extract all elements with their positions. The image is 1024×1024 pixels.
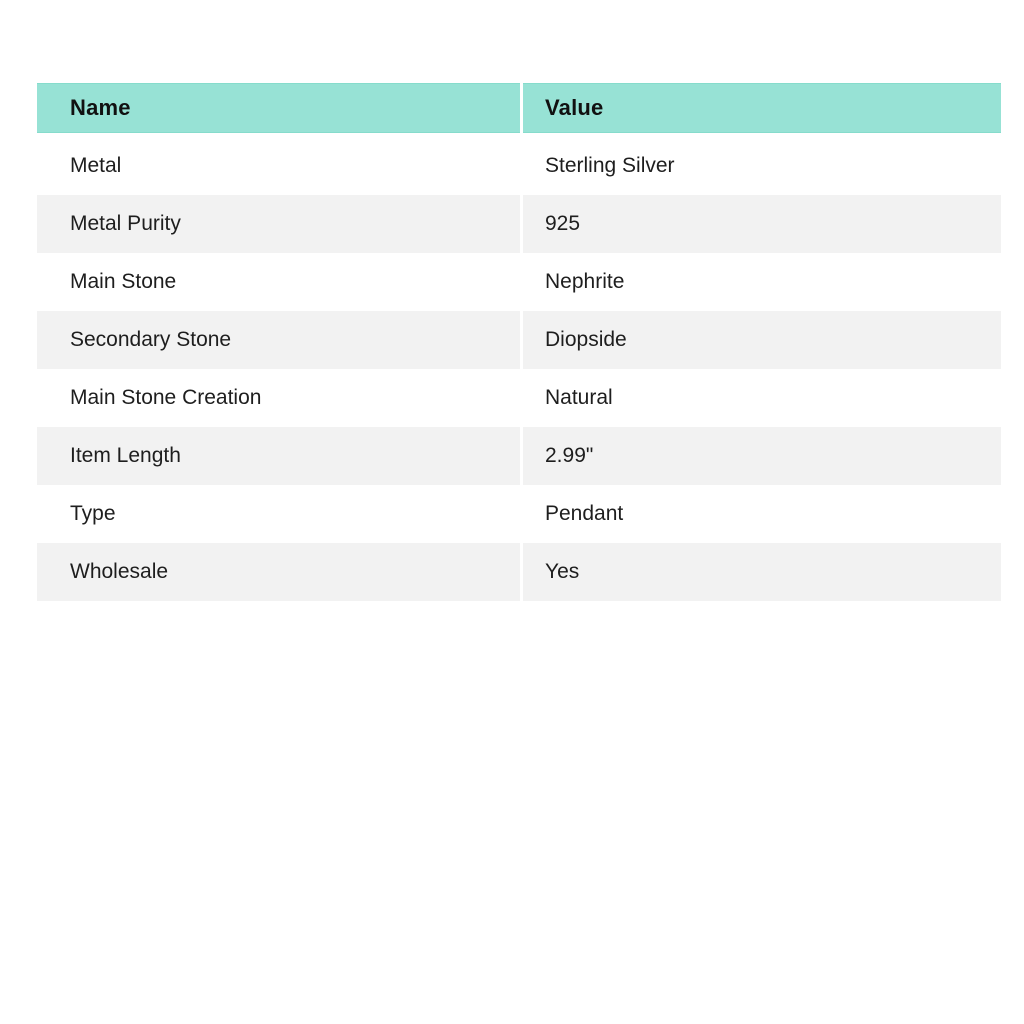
table-row [37,195,1001,253]
table-row [37,543,1001,601]
row-name-cell: Metal Purity [37,195,520,253]
row-name-cell: Main Stone Creation [37,369,520,427]
table-header-row [37,83,1001,133]
row-value-cell: 925 [523,195,1001,253]
table-row [37,369,1001,427]
header-cell-name: Name [37,83,520,133]
header-cell-value: Value [523,83,1001,133]
row-name-cell: Type [37,485,520,543]
row-value-cell: Diopside [523,311,1001,369]
row-value-cell: Yes [523,543,1001,601]
row-name-cell: Wholesale [37,543,520,601]
row-name-cell: Item Length [37,427,520,485]
row-name-cell: Main Stone [37,253,520,311]
spec-table [37,83,1001,601]
row-value-cell: Pendant [523,485,1001,543]
row-value-cell: Nephrite [523,253,1001,311]
table-row [37,427,1001,485]
row-name-cell: Secondary Stone [37,311,520,369]
table-row [37,137,1001,195]
row-value-cell: Sterling Silver [523,137,1001,195]
row-value-cell: 2.99" [523,427,1001,485]
row-name-cell: Metal [37,137,520,195]
table-row [37,485,1001,543]
table-row [37,253,1001,311]
row-value-cell: Natural [523,369,1001,427]
table-row [37,311,1001,369]
